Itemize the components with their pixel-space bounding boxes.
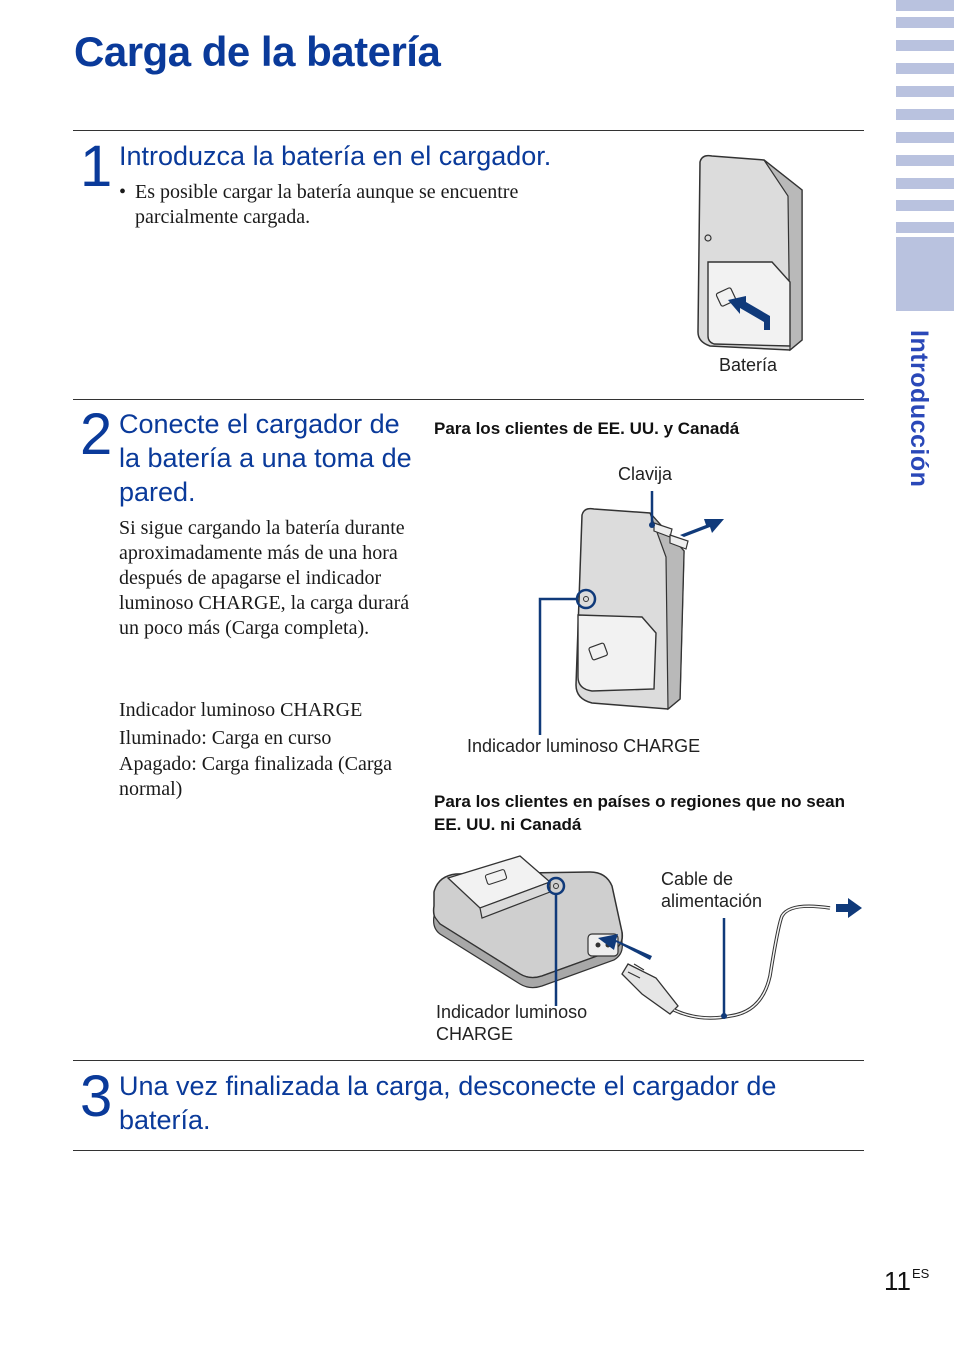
charger-with-battery-illustration: [690, 150, 820, 358]
divider: [73, 399, 864, 400]
us-indicator-label: Indicador luminoso CHARGE: [467, 736, 701, 756]
step-title-3: Una vez finalizada la carga, desconecte el cargador de batería.: [119, 1071, 777, 1135]
desktop-charger-illustration: [430, 846, 870, 1026]
step-number-1: 1: [80, 134, 113, 199]
divider: [73, 1150, 864, 1151]
indicator-legend: [119, 696, 414, 802]
divider: [73, 130, 864, 131]
other-indicator-label: Indicador luminoso CHARGE: [436, 1002, 588, 1044]
section-tab-block: [896, 237, 954, 311]
step1-bullet: • Es posible cargar la batería aunque se encuentre parcialmente cargada.: [119, 180, 589, 230]
battery-label: Batería: [719, 355, 778, 375]
other-regions-heading: Para los clientes en países o regiones que no sean EE. UU. ni Canadá: [434, 792, 845, 834]
page-number: $11^{ES}$: [884, 1266, 930, 1296]
step-title-1: Introduzca la batería en el cargador.: [119, 141, 552, 171]
indicator-legend-heading: Indicador luminoso CHARGE: [119, 699, 363, 721]
plug-label: Clavija: [618, 464, 673, 484]
step2-body: Si sigue cargando la batería durante aproximadamente más de una hora después de apagarse el indicador luminoso CHARGE, la carga durará un poco más (Carga completa).: [119, 517, 410, 639]
step-number-2: 2: [80, 402, 113, 467]
section-tab-label: Introducción: [905, 330, 933, 488]
page-title: Carga de la batería: [74, 28, 441, 75]
step-number-3: 3: [80, 1064, 113, 1129]
step-title-2: Conecte el cargador de la batería a una toma de pared.: [119, 409, 412, 507]
step1-notes: [119, 180, 589, 230]
us-wall-charger-illustration: [530, 485, 730, 735]
indicator-legend-off: Apagado: Carga finalizada (Carga normal): [119, 753, 393, 800]
us-canada-heading: Para los clientes de EE. UU. y Canadá: [434, 419, 740, 438]
indicator-legend-on: Iluminado: Carga en curso: [119, 727, 332, 749]
divider: [73, 1060, 864, 1061]
power-cable-label: Cable de alimentación: [661, 869, 763, 911]
